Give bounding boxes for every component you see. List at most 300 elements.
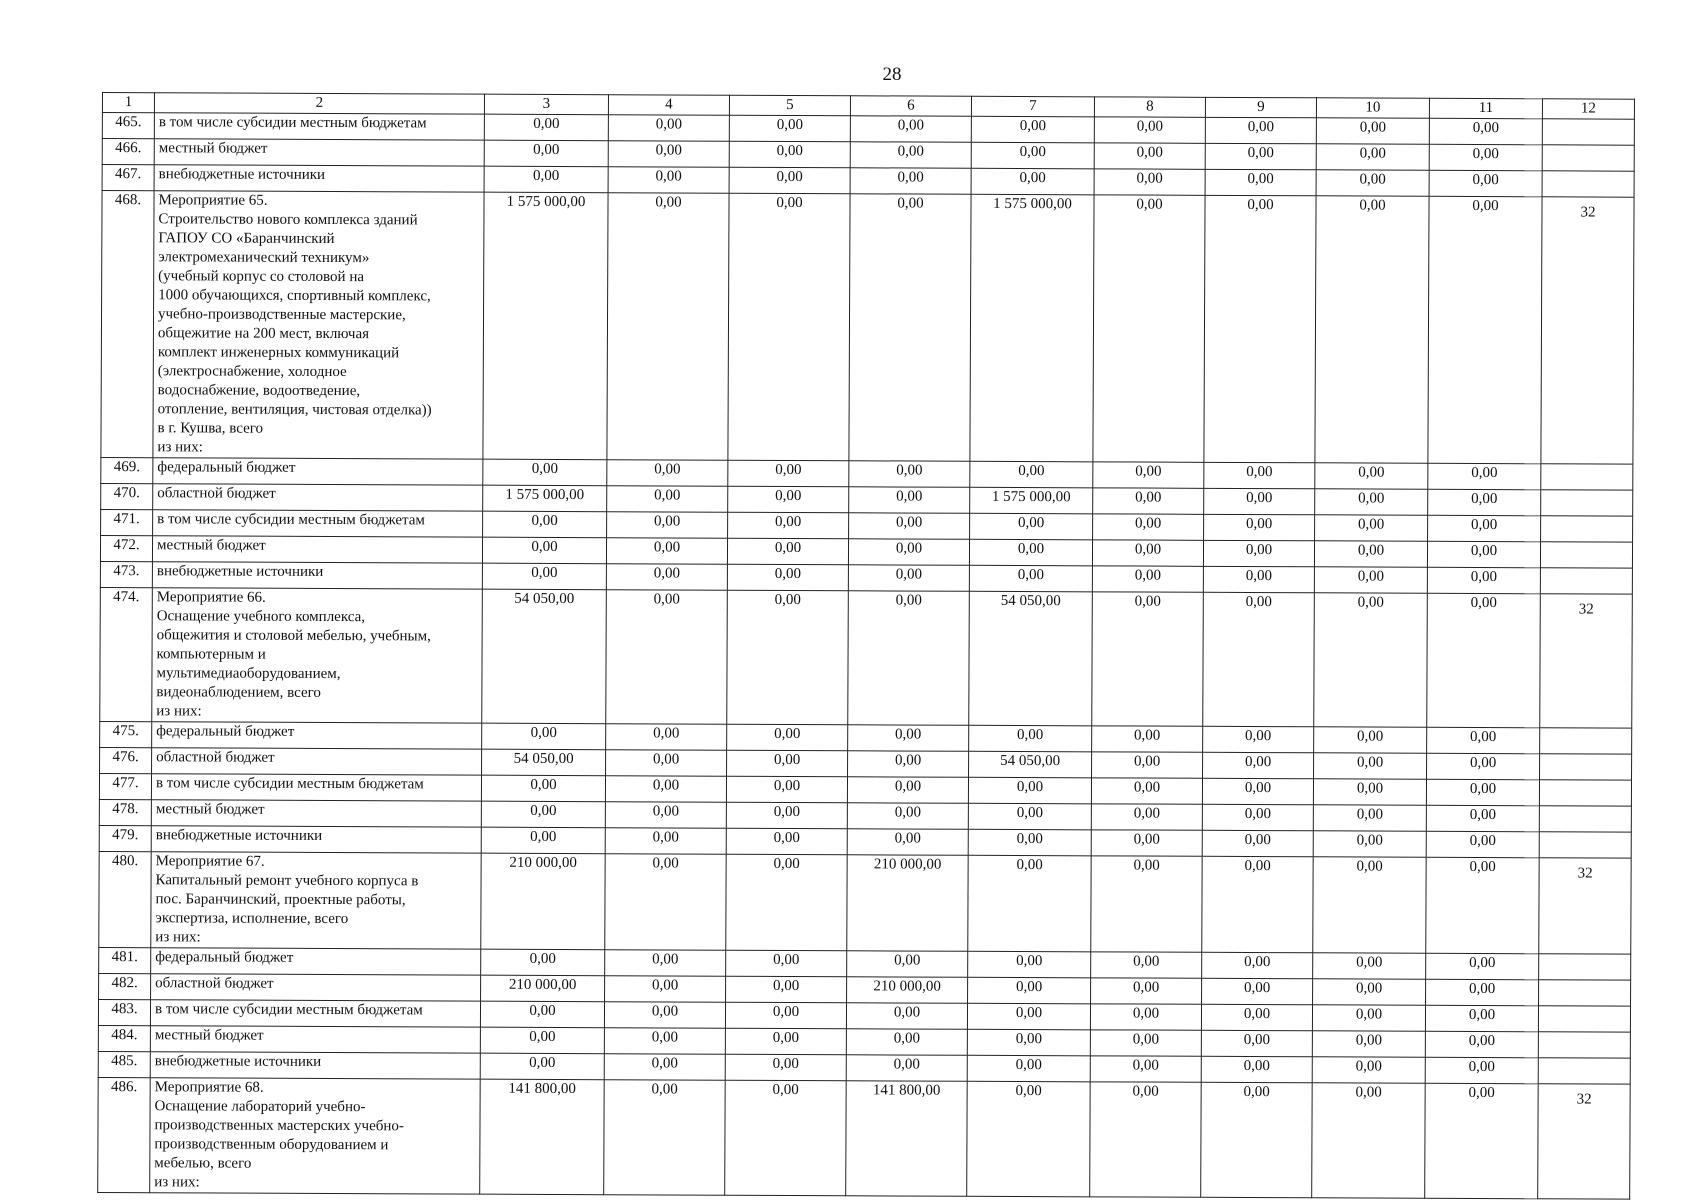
value-cell: 0,00 [1094, 169, 1205, 195]
ref-cell [1542, 171, 1634, 197]
value-cell: 0,00 [1202, 978, 1313, 1004]
ref-cell [1539, 954, 1631, 980]
value-cell: 0,00 [848, 751, 969, 778]
value-cell: 0,00 [604, 1054, 725, 1081]
row-name [151, 974, 481, 1001]
value-cell: 0,00 [1090, 1004, 1201, 1030]
row-name [152, 588, 483, 723]
row-name [154, 113, 484, 140]
row-number: 469. [101, 457, 153, 483]
value-cell: 0,00 [1202, 952, 1313, 978]
value-cell: 0,00 [847, 803, 968, 830]
value-cell: 0,00 [1091, 830, 1202, 856]
value-cell: 0,00 [1313, 857, 1426, 953]
row-name-line: комплект инженерных коммуникаций [157, 344, 400, 362]
value-cell: 0,00 [1425, 1005, 1538, 1031]
value-cell: 0,00 [1314, 727, 1427, 753]
row-name [152, 562, 482, 589]
value-cell: 0,00 [846, 1029, 967, 1056]
row-name [151, 852, 481, 949]
row-name-line: местный бюджет [158, 140, 268, 157]
row-name [151, 800, 481, 827]
ref-cell [1538, 1006, 1630, 1032]
value-cell: 0,00 [1428, 489, 1541, 515]
row-name [152, 536, 482, 563]
row-name-line: федеральный бюджет [155, 949, 294, 966]
value-cell: 0,00 [1201, 1004, 1312, 1030]
ref-cell [1542, 145, 1634, 171]
ref-cell [1539, 780, 1631, 806]
ref-cell [1539, 806, 1631, 832]
value-cell: 0,00 [1204, 514, 1315, 540]
row-name-line: Мероприятие 68. [154, 1079, 264, 1096]
value-cell: 0,00 [1093, 462, 1204, 488]
value-cell: 0,00 [605, 802, 726, 829]
value-cell: 0,00 [606, 750, 727, 777]
value-cell: 0,00 [849, 461, 970, 488]
value-cell: 0,00 [729, 167, 850, 194]
value-cell: 0,00 [1092, 726, 1203, 752]
row-name-line: областной бюджет [157, 485, 276, 502]
value-cell: 1 575 000,00 [970, 487, 1093, 514]
value-cell: 0,00 [728, 486, 849, 513]
row-number: 465. [102, 113, 154, 139]
header-cell: 1 [102, 93, 154, 113]
value-cell: 0,00 [1094, 117, 1205, 143]
row-name-line: из них: [157, 439, 203, 456]
value-cell: 0,00 [483, 511, 607, 538]
value-cell: 0,00 [480, 1053, 604, 1080]
value-cell: 0,00 [1203, 540, 1314, 566]
value-cell: 0,00 [605, 828, 726, 855]
row-name-line: экспертиза, исполнение, всего [155, 910, 349, 928]
ref-cell [1541, 464, 1633, 490]
value-cell: 0,00 [607, 460, 728, 487]
value-cell: 0,00 [482, 563, 606, 590]
value-cell: 0,00 [971, 116, 1094, 143]
value-cell: 54 050,00 [482, 749, 606, 776]
row-name [153, 458, 483, 485]
value-cell: 0,00 [1092, 752, 1203, 778]
value-cell: 0,00 [1313, 805, 1426, 831]
value-cell: 0,00 [849, 487, 970, 514]
value-cell: 0,00 [967, 1003, 1090, 1030]
row-name [152, 722, 482, 749]
ref-cell [1540, 728, 1632, 754]
value-cell: 0,00 [481, 801, 605, 828]
value-cell: 0,00 [968, 951, 1091, 978]
value-cell: 0,00 [1091, 978, 1202, 1004]
row-number: 482. [99, 973, 151, 999]
row-number: 478. [99, 799, 151, 825]
value-cell: 0,00 [725, 1080, 847, 1196]
value-cell: 0,00 [1313, 831, 1426, 857]
value-cell: 0,00 [607, 193, 729, 461]
row-name [150, 1078, 480, 1194]
value-cell: 0,00 [604, 1002, 725, 1029]
value-cell: 0,00 [968, 777, 1091, 804]
value-cell: 0,00 [1092, 566, 1203, 592]
value-cell: 0,00 [726, 854, 847, 951]
value-cell: 0,00 [847, 951, 968, 978]
row-name [151, 948, 481, 975]
value-cell: 0,00 [1428, 463, 1541, 489]
ref-cell [1538, 1032, 1630, 1058]
table-row [99, 851, 1631, 954]
value-cell: 0,00 [726, 802, 847, 829]
value-cell: 0,00 [1314, 567, 1427, 593]
value-cell: 0,00 [1092, 592, 1204, 726]
value-cell: 0,00 [1313, 779, 1426, 805]
value-cell: 0,00 [728, 460, 849, 487]
value-cell: 0,00 [848, 725, 969, 752]
value-cell: 0,00 [726, 976, 847, 1003]
value-cell: 0,00 [849, 513, 970, 540]
row-name-line: местный бюджет [155, 801, 265, 818]
value-cell: 0,00 [1426, 979, 1539, 1005]
row-name-line: из них: [155, 929, 201, 946]
row-name-line: 1000 обучающихся, спортивный комплекс, [158, 287, 431, 305]
ref-cell [1541, 490, 1633, 516]
value-cell: 0,00 [726, 828, 847, 855]
row-name-line: в том числе субсидии местным бюджетам [158, 114, 427, 132]
row-name-line: внебюджетные источники [155, 827, 323, 844]
row-name-line: внебюджетные источники [156, 563, 324, 580]
row-name-line: мебелью, всего [154, 1155, 252, 1172]
value-cell: 0,00 [1316, 118, 1429, 144]
header-cell: 3 [484, 94, 608, 115]
value-cell: 0,00 [1426, 857, 1539, 953]
row-name-line: (электроснабжение, холодное [157, 363, 347, 381]
row-number: 477. [99, 773, 151, 799]
row-name-line: отопление, вентиляция, чистовая отделка)) [157, 401, 432, 419]
value-cell: 0,00 [729, 115, 850, 142]
value-cell: 0,00 [727, 724, 848, 751]
value-cell: 0,00 [1426, 953, 1539, 979]
row-number: 479. [99, 825, 151, 851]
value-cell: 54 050,00 [482, 589, 607, 724]
ref-cell [1539, 832, 1631, 858]
header-cell: 7 [971, 96, 1094, 117]
ref-cell [1538, 1058, 1630, 1084]
value-cell: 0,00 [1315, 489, 1428, 515]
value-cell: 0,00 [1428, 515, 1541, 541]
ref-cell: 32 [1539, 858, 1631, 954]
value-cell: 0,00 [971, 168, 1094, 195]
row-name-line: учебно-производственные мастерские, [157, 306, 406, 324]
row-number: 467. [102, 165, 154, 191]
row-name-line: областной бюджет [156, 749, 275, 766]
value-cell: 0,00 [1093, 514, 1204, 540]
value-cell: 0,00 [970, 513, 1093, 540]
row-name-line: (учебный корпус со столовой на [158, 268, 365, 286]
value-cell: 0,00 [604, 1028, 725, 1055]
value-cell: 0,00 [969, 725, 1092, 752]
row-number: 471. [101, 509, 153, 535]
row-name-line: Мероприятие 65. [158, 192, 268, 209]
value-cell: 0,00 [968, 855, 1091, 952]
row-number: 468. [101, 191, 154, 458]
header-cell: 11 [1429, 98, 1542, 118]
row-number: 470. [101, 483, 153, 509]
value-cell: 0,00 [1203, 592, 1315, 726]
header-cell: 5 [729, 95, 850, 116]
value-cell: 0,00 [728, 193, 850, 461]
value-cell: 54 050,00 [969, 591, 1093, 726]
value-cell: 0,00 [1091, 856, 1202, 952]
row-name [150, 1000, 480, 1027]
value-cell: 0,00 [1314, 541, 1427, 567]
page-number: 28 [882, 64, 902, 85]
ref-cell [1540, 754, 1632, 780]
row-name-line: ГАПОУ СО «Баранчинский [158, 230, 335, 248]
value-cell: 0,00 [848, 539, 969, 566]
row-number: 474. [100, 587, 153, 721]
ref-cell: 32 [1540, 594, 1633, 728]
value-cell: 0,00 [727, 538, 848, 565]
value-cell: 0,00 [483, 459, 607, 486]
value-cell: 0,00 [1426, 779, 1539, 805]
header-cell: 6 [850, 96, 971, 117]
value-cell: 0,00 [846, 1055, 967, 1082]
ref-cell [1542, 119, 1634, 145]
value-cell: 0,00 [850, 142, 971, 169]
value-cell: 0,00 [605, 976, 726, 1003]
value-cell: 0,00 [1201, 1056, 1312, 1082]
row-name-line: производственных мастерских учебно- [154, 1117, 404, 1135]
value-cell: 0,00 [604, 1080, 726, 1196]
row-name-line: Мероприятие 66. [156, 589, 266, 606]
value-cell: 0,00 [1313, 979, 1426, 1005]
row-name-line: в том числе субсидии местным бюджетам [154, 1001, 423, 1019]
value-cell: 0,00 [1428, 196, 1542, 463]
value-cell: 0,00 [968, 829, 1091, 856]
row-name-line: компьютерным и [156, 646, 266, 663]
value-cell: 0,00 [1204, 488, 1315, 514]
value-cell: 0,00 [607, 486, 728, 513]
value-cell: 0,00 [1426, 831, 1539, 857]
value-cell: 0,00 [1203, 726, 1314, 752]
row-name [152, 748, 482, 775]
row-name-line: пос. Баранчинский, проектные работы, [155, 891, 406, 909]
value-cell: 0,00 [484, 166, 608, 193]
row-name [153, 484, 483, 511]
value-cell: 0,00 [846, 1003, 967, 1030]
value-cell: 0,00 [1093, 195, 1205, 462]
value-cell: 0,00 [969, 539, 1092, 566]
value-cell: 0,00 [727, 564, 848, 591]
value-cell: 0,00 [1427, 727, 1540, 753]
value-cell: 0,00 [725, 1054, 846, 1081]
header-cell: 8 [1094, 97, 1205, 117]
value-cell: 0,00 [1202, 856, 1313, 952]
row-number: 475. [100, 721, 152, 747]
value-cell: 1 575 000,00 [970, 194, 1094, 462]
value-cell: 0,00 [967, 1055, 1090, 1082]
value-cell: 0,00 [1204, 195, 1316, 462]
value-cell: 0,00 [481, 949, 605, 976]
row-name [154, 165, 484, 192]
value-cell: 0,00 [1429, 118, 1542, 144]
ref-cell [1540, 542, 1632, 568]
value-cell: 0,00 [1091, 952, 1202, 978]
value-cell: 0,00 [725, 1002, 846, 1029]
value-cell: 0,00 [1204, 462, 1315, 488]
value-cell: 0,00 [849, 194, 971, 462]
value-cell: 0,00 [1313, 953, 1426, 979]
row-name-line: внебюджетные источники [158, 166, 326, 183]
row-number: 480. [99, 851, 151, 947]
value-cell: 0,00 [1429, 144, 1542, 170]
header-cell: 9 [1205, 97, 1316, 117]
value-cell: 0,00 [1314, 593, 1428, 727]
row-number: 472. [100, 535, 152, 561]
value-cell: 0,00 [1427, 541, 1540, 567]
row-number: 484. [98, 1025, 150, 1051]
ref-cell: 32 [1541, 197, 1634, 464]
value-cell: 0,00 [1312, 1005, 1425, 1031]
row-name-line: в том числе субсидии местным бюджетам [155, 775, 424, 793]
value-cell: 0,00 [607, 512, 728, 539]
row-name-line: общежитие на 200 мест, включая [157, 325, 370, 343]
ref-cell [1541, 516, 1633, 542]
value-cell: 0,00 [971, 142, 1094, 169]
value-cell: 0,00 [1427, 593, 1541, 727]
row-name-line: водоснабжение, водоотведение, [157, 382, 361, 400]
value-cell: 0,00 [484, 140, 608, 167]
value-cell: 0,00 [605, 950, 726, 977]
value-cell: 0,00 [480, 1027, 604, 1054]
value-cell: 141 800,00 [480, 1079, 605, 1195]
value-cell: 0,00 [608, 115, 729, 142]
value-cell: 0,00 [1094, 143, 1205, 169]
value-cell: 0,00 [1312, 1057, 1425, 1083]
row-number: 476. [100, 747, 152, 773]
value-cell: 0,00 [968, 977, 1091, 1004]
value-cell: 0,00 [1091, 804, 1202, 830]
value-cell: 0,00 [1205, 117, 1316, 143]
value-cell: 0,00 [1427, 567, 1540, 593]
value-cell: 0,00 [1203, 752, 1314, 778]
header-cell: 12 [1542, 99, 1634, 119]
value-cell: 0,00 [1315, 515, 1428, 541]
value-cell: 0,00 [1425, 1057, 1538, 1083]
row-name-line: Строительство нового комплекса зданий [158, 211, 418, 229]
value-cell: 210 000,00 [481, 853, 605, 950]
value-cell: 1 575 000,00 [483, 192, 608, 460]
value-cell: 0,00 [1202, 778, 1313, 804]
value-cell: 0,00 [1316, 170, 1429, 196]
value-cell: 0,00 [850, 116, 971, 143]
value-cell: 0,00 [1090, 1082, 1202, 1197]
value-cell: 0,00 [1427, 753, 1540, 779]
value-cell: 0,00 [848, 565, 969, 592]
row-name-line: мультимедиаоборудованием, [156, 665, 341, 683]
value-cell: 0,00 [605, 776, 726, 803]
row-name-line: Оснащение лабораторий учебно- [154, 1098, 366, 1116]
value-cell: 0,00 [482, 537, 606, 564]
value-cell: 0,00 [967, 1081, 1091, 1197]
value-cell: 0,00 [848, 591, 970, 726]
row-name-line: из них: [156, 703, 202, 720]
row-name-line: Капитальный ремонт учебного корпуса в [155, 872, 419, 890]
value-cell: 0,00 [1316, 144, 1429, 170]
row-name-line: общежития и столовой мебелью, учебным, [156, 627, 431, 645]
value-cell: 0,00 [480, 1001, 604, 1028]
value-cell: 0,00 [606, 724, 727, 751]
value-cell: 0,00 [1202, 830, 1313, 856]
value-cell: 0,00 [608, 141, 729, 168]
value-cell: 141 800,00 [846, 1081, 968, 1197]
value-cell: 0,00 [847, 777, 968, 804]
value-cell: 0,00 [1429, 170, 1542, 196]
value-cell: 0,00 [482, 723, 606, 750]
value-cell: 0,00 [1312, 1031, 1425, 1057]
row-number: 483. [98, 999, 150, 1025]
value-cell: 0,00 [1314, 753, 1427, 779]
row-name-line: в г. Кушва, всего [157, 420, 264, 437]
row-name [150, 1026, 480, 1053]
value-cell: 0,00 [481, 827, 605, 854]
table-body [98, 93, 1635, 1200]
row-name-line: федеральный бюджет [157, 459, 296, 476]
row-name [153, 510, 483, 537]
row-number: 485. [98, 1051, 150, 1077]
row-name [150, 1052, 480, 1079]
value-cell: 0,00 [1425, 1083, 1539, 1198]
header-cell: 2 [154, 93, 484, 114]
value-cell: 0,00 [1202, 804, 1313, 830]
value-cell: 0,00 [606, 564, 727, 591]
value-cell: 0,00 [727, 750, 848, 777]
row-name-line: электромеханический техникум» [158, 249, 370, 267]
row-name-line: федеральный бюджет [156, 723, 295, 740]
value-cell: 210 000,00 [847, 855, 968, 952]
row-name-line: Мероприятие 67. [155, 853, 265, 870]
value-cell: 0,00 [968, 803, 1091, 830]
ref-cell [1539, 980, 1631, 1006]
value-cell: 210 000,00 [847, 977, 968, 1004]
value-cell: 0,00 [970, 461, 1093, 488]
ref-cell: 32 [1538, 1084, 1631, 1199]
value-cell: 0,00 [606, 590, 728, 725]
value-cell: 0,00 [1092, 540, 1203, 566]
value-cell: 0,00 [1312, 1083, 1426, 1198]
row-name-line: областной бюджет [155, 975, 274, 992]
row-name-line: производственным оборудованием и [154, 1136, 389, 1154]
value-cell: 0,00 [484, 114, 608, 141]
ref-cell [1540, 568, 1632, 594]
row-name-line: внебюджетные источники [154, 1053, 322, 1070]
row-number: 473. [100, 561, 152, 587]
value-cell: 0,00 [606, 538, 727, 565]
row-name-line: из них: [154, 1174, 200, 1191]
row-name-line: в том числе субсидии местным бюджетам [157, 511, 425, 529]
value-cell: 0,00 [1205, 169, 1316, 195]
row-name [151, 774, 481, 801]
value-cell: 0,00 [728, 512, 849, 539]
value-cell: 0,00 [847, 829, 968, 856]
value-cell: 0,00 [729, 141, 850, 168]
value-cell: 0,00 [727, 590, 849, 725]
budget-table [97, 92, 1635, 1200]
header-cell: 4 [608, 95, 729, 116]
value-cell: 0,00 [726, 776, 847, 803]
row-number: 466. [102, 139, 154, 165]
value-cell: 0,00 [605, 854, 726, 951]
value-cell: 210 000,00 [481, 975, 605, 1002]
table-row [98, 1077, 1630, 1199]
